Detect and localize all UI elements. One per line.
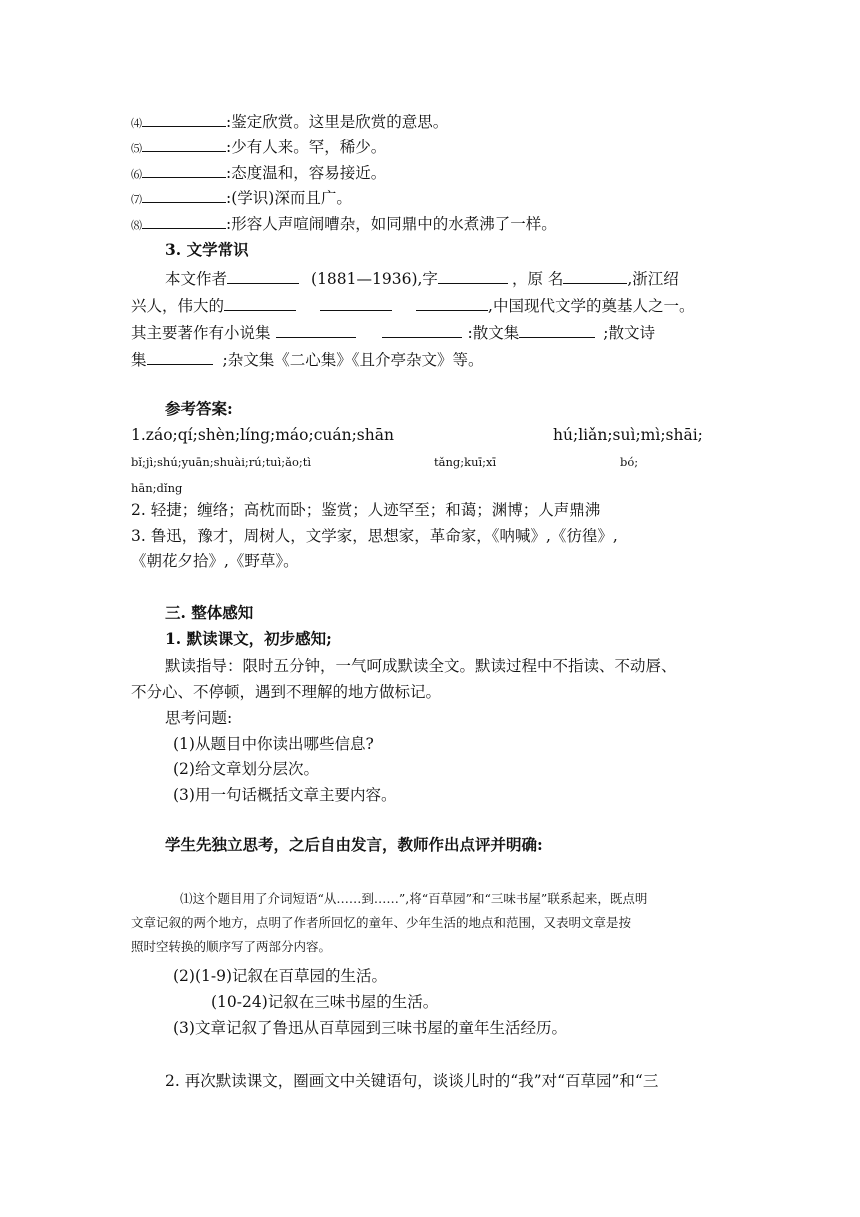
fill-blank xyxy=(563,268,627,284)
literature-line-4: 集 ;杂文集《二心集》《且介亭杂文》等。 xyxy=(131,351,484,369)
subsection-2-heading: 2. 再次默读课文，圈画文中关键语句，谈谈儿时的“我”对“百草园”和“三 xyxy=(165,1072,659,1090)
fill-blank xyxy=(147,349,213,365)
fill-blank xyxy=(276,322,356,338)
literature-line-3: 其主要著作有小说集 :散文集 ;散文诗 xyxy=(131,324,655,342)
fill-blank xyxy=(142,162,226,178)
item-number: ⑺ xyxy=(131,193,142,206)
answer-3: (3)文章记叙了鲁迅从百草园到三味书屋的童年生活经历。 xyxy=(173,1019,567,1037)
literature-line-1: 本文作者 (1881—1936),字 ，原 名 ,浙江绍 xyxy=(165,270,679,288)
literature-line-2: 兴人，伟大的 ,中国现代文学的奠基人之一。 xyxy=(131,297,695,315)
vocab-definition: :少有人来。罕，稀少。 xyxy=(226,138,387,156)
literature-heading: 3. 文学常识 xyxy=(165,240,249,259)
student-instruction: 学生先独立思考，之后自由发言，教师作出点评并明确: xyxy=(165,835,543,854)
fill-blank xyxy=(142,187,226,203)
guide-line-1: 默读指导：限时五分钟，一气呵成默读全文。默读过程中不指读、不动唇、 xyxy=(165,657,677,675)
vocab-definition: :态度温和，容易接近。 xyxy=(226,164,387,182)
fill-blank xyxy=(438,268,508,284)
question-1: (1)从题目中你读出哪些信息? xyxy=(173,735,374,753)
vocab-item-8 xyxy=(131,213,557,236)
section-heading: 三. 整体感知 xyxy=(165,603,254,622)
subsection-1-heading: 1. 默读课文，初步感知; xyxy=(165,629,332,648)
guide-line-2: 不分心、不停顿，遇到不理解的地方做标记。 xyxy=(131,683,442,701)
vocab-definition: :形容人声喧闹嘈杂，如同鼎中的水煮沸了一样。 xyxy=(226,215,557,233)
pinyin-line-1b: hú;liǎn;suì;mì;shāi; xyxy=(553,426,703,444)
answer-2a: (2)(1-9)记叙在百草园的生活。 xyxy=(173,967,388,985)
pinyin-line-3: hān;dǐng xyxy=(131,481,183,495)
vocab-definition: :鉴定欣赏。这里是欣赏的意思。 xyxy=(226,113,449,131)
vocab-item-4 xyxy=(131,111,448,134)
vocab-item-5 xyxy=(131,136,386,159)
answers-heading: 参考答案: xyxy=(165,399,233,418)
item-number: ⑸ xyxy=(131,142,142,155)
vocab-definition: :(学识)深而且广。 xyxy=(226,189,352,207)
fill-blank xyxy=(382,322,462,338)
pinyin-line-2a: bǐ;jì;shú;yuān;shuài;rú;tuì;ǎo;tì xyxy=(131,455,312,469)
vocab-item-6 xyxy=(131,162,386,185)
pinyin-line-2b: tǎng;kuī;xī xyxy=(434,455,497,469)
answer-2b: (10-24)记叙在三味书屋的生活。 xyxy=(211,993,439,1011)
fill-blank xyxy=(142,213,226,229)
answer-1-line-1: ⑴这个题目用了介词短语“从……到……”,将“百草园”和“三味书屋”联系起来，既点明 xyxy=(180,891,648,906)
question-3: (3)用一句话概括文章主要内容。 xyxy=(173,786,397,804)
answer-3a: 3. 鲁迅，豫才，周树人，文学家，思想家，革命家，《呐喊》,《彷徨》, xyxy=(131,527,618,545)
fill-blank xyxy=(519,322,595,338)
think-label: 思考问题: xyxy=(165,709,233,727)
question-2: (2)给文章划分层次。 xyxy=(173,760,319,778)
pinyin-line-1a: 1.záo;qí;shèn;líng;máo;cuán;shān xyxy=(131,426,394,444)
item-number: ⑹ xyxy=(131,168,142,181)
answer-2: 2. 轻捷；缠络；高枕而卧；鉴赏；人迹罕至；和蔼；渊博；人声鼎沸 xyxy=(131,501,601,519)
answer-1-line-2: 文章记叙的两个地方，点明了作者所回忆的童年、少年生活的地点和范围，又表明文章是按 xyxy=(131,915,632,930)
item-number: ⑻ xyxy=(131,219,142,232)
fill-blank xyxy=(227,268,299,284)
answer-1-line-3: 照时空转换的顺序写了两部分内容。 xyxy=(131,939,332,954)
vocab-item-7 xyxy=(131,187,352,210)
pinyin-line-2c: bó; xyxy=(620,455,639,469)
fill-blank xyxy=(320,295,392,311)
item-number: ⑷ xyxy=(131,117,142,130)
fill-blank xyxy=(142,136,226,152)
fill-blank xyxy=(224,295,296,311)
fill-blank xyxy=(142,111,226,127)
answer-3b: 《朝花夕拾》,《野草》。 xyxy=(131,552,299,570)
fill-blank xyxy=(416,295,488,311)
